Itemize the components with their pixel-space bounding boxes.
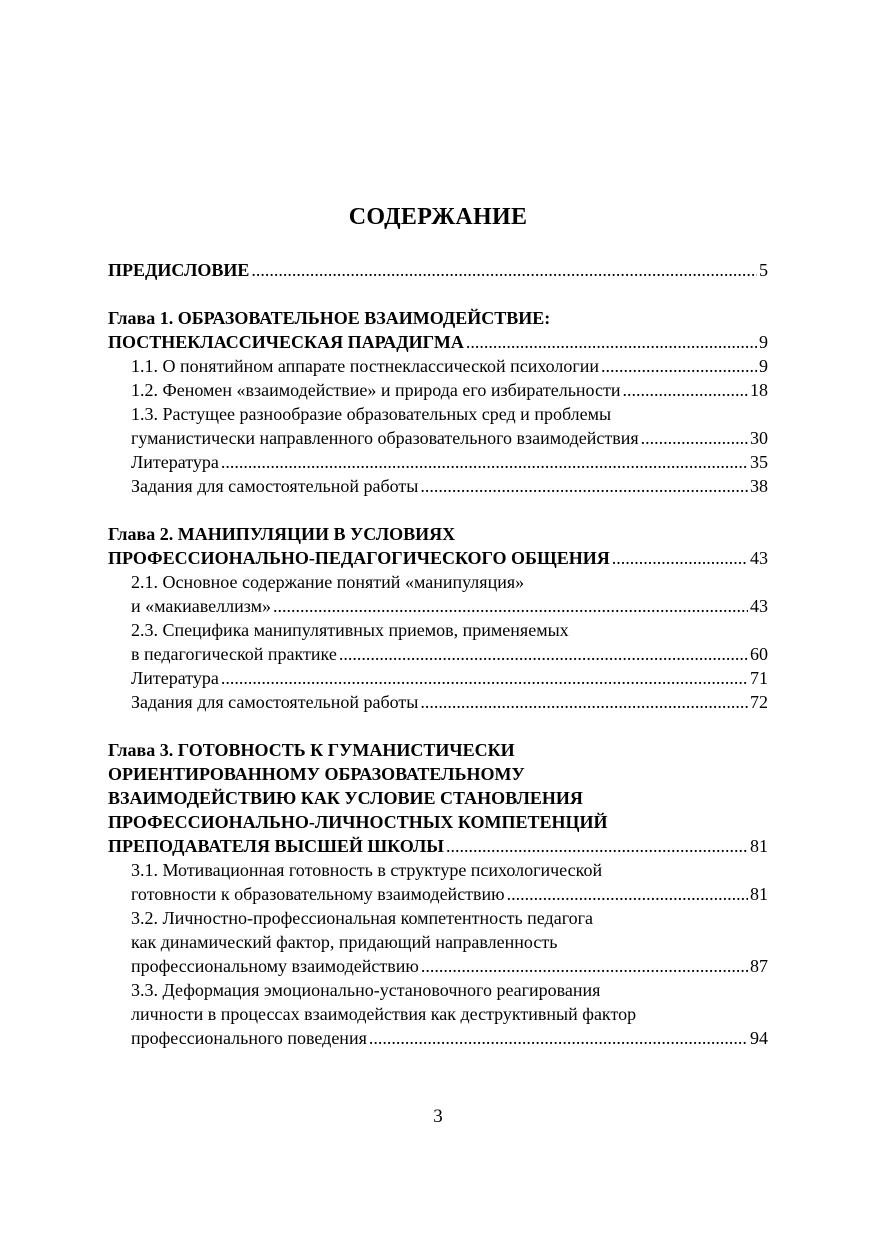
toc-page-number: 87 bbox=[750, 956, 768, 976]
toc-entry bbox=[108, 690, 768, 714]
leader-dots bbox=[623, 378, 749, 402]
toc-page-number: 9 bbox=[759, 332, 768, 352]
toc-page-number: 5 bbox=[759, 260, 768, 280]
toc-entry-continued bbox=[108, 930, 768, 954]
toc-entry bbox=[108, 474, 768, 498]
toc-entry-title: 2.3. Специфика манипулятивных приемов, применяемых bbox=[131, 620, 569, 640]
leader-dots bbox=[420, 690, 748, 714]
toc-chapter-3 bbox=[108, 738, 768, 1050]
toc-entry-title: и «макиавеллизм» bbox=[131, 596, 271, 616]
toc-entry bbox=[108, 906, 768, 930]
chapter-heading-line: Глава 1. ОБРАЗОВАТЕЛЬНОЕ ВЗАИМОДЕЙСТВИЕ: bbox=[108, 308, 551, 328]
leader-dots bbox=[369, 1026, 748, 1050]
chapter-heading-line: ОРИЕНТИРОВАННОМУ ОБРАЗОВАТЕЛЬНОМУ bbox=[108, 764, 525, 784]
leader-dots bbox=[273, 594, 748, 618]
toc-entry-continued bbox=[108, 882, 768, 906]
toc-entry-continued bbox=[108, 1026, 768, 1050]
toc-entry bbox=[108, 666, 768, 690]
leader-dots bbox=[421, 954, 748, 978]
toc-entry-title: в педагогической практике bbox=[131, 644, 337, 664]
toc-page-number: 18 bbox=[750, 380, 768, 400]
toc-entry bbox=[108, 450, 768, 474]
toc-entry bbox=[108, 618, 768, 642]
toc-entry-continued bbox=[108, 954, 768, 978]
toc-entry-title: 1.2. Феномен «взаимодействие» и природа его избирательности bbox=[131, 380, 621, 400]
chapter-heading-line: ПРОФЕССИОНАЛЬНО-ЛИЧНОСТНЫХ КОМПЕТЕНЦИЙ bbox=[108, 812, 608, 832]
toc-entry bbox=[108, 378, 768, 402]
chapter-heading-line: Глава 2. МАНИПУЛЯЦИИ В УСЛОВИЯХ bbox=[108, 524, 456, 544]
toc-page-number: 9 bbox=[759, 356, 768, 376]
toc-entry-continued bbox=[108, 426, 768, 450]
toc-entry-title: готовности к образовательному взаимодействию bbox=[131, 884, 505, 904]
chapter-heading-line: ВЗАИМОДЕЙСТВИЮ КАК УСЛОВИЕ СТАНОВЛЕНИЯ bbox=[108, 788, 583, 808]
toc-entry-title: Литература bbox=[131, 668, 219, 688]
page-title: СОДЕРЖАНИЕ bbox=[348, 204, 528, 230]
toc-entry-title: 2.1. Основное содержание понятий «манипуляция» bbox=[131, 572, 525, 592]
leader-dots bbox=[466, 330, 757, 354]
leader-dots bbox=[339, 642, 748, 666]
toc-entry-title: 1.3. Растущее разнообразие образовательных сред и проблемы bbox=[131, 404, 612, 424]
leader-dots bbox=[507, 882, 748, 906]
toc-page-number: 94 bbox=[750, 1028, 768, 1048]
leader-dots bbox=[221, 450, 748, 474]
toc-entry-title: Задания для самостоятельной работы bbox=[131, 692, 419, 712]
toc-preface bbox=[108, 258, 768, 282]
leader-dots bbox=[420, 474, 748, 498]
table-of-contents bbox=[108, 258, 768, 1050]
leader-dots bbox=[601, 354, 757, 378]
toc-page-number: 43 bbox=[750, 548, 768, 568]
toc-entry-title: ПРЕДИСЛОВИЕ bbox=[108, 260, 250, 280]
toc-entry-title: гуманистически направленного образовательного взаимодействия bbox=[131, 428, 639, 448]
toc-entry bbox=[108, 354, 768, 378]
toc-entry bbox=[108, 570, 768, 594]
toc-entry-title: как динамический фактор, придающий направленность bbox=[131, 932, 558, 952]
toc-page-number: 81 bbox=[750, 836, 768, 856]
toc-entry-continued bbox=[108, 594, 768, 618]
toc-entry-title: 3.1. Мотивационная готовность в структуре психологической bbox=[131, 860, 603, 880]
page-number: 3 bbox=[433, 1106, 443, 1127]
toc-entry-title: Задания для самостоятельной работы bbox=[131, 476, 419, 496]
chapter-heading-line: Глава 3. ГОТОВНОСТЬ К ГУМАНИСТИЧЕСКИ bbox=[108, 740, 515, 760]
toc-page-number: 38 bbox=[750, 476, 768, 496]
toc-chapter-2 bbox=[108, 522, 768, 714]
chapter-heading-line: ПРОФЕССИОНАЛЬНО-ПЕДАГОГИЧЕСКОГО ОБЩЕНИЯ bbox=[108, 548, 610, 568]
toc-page-number: 60 bbox=[750, 644, 768, 664]
toc-page-number: 43 bbox=[750, 596, 768, 616]
toc-entry-title: 3.2. Личностно-профессиональная компетентность педагога bbox=[131, 908, 594, 928]
leader-dots bbox=[612, 546, 748, 570]
toc-entry-title: 3.3. Деформация эмоционально-установочного реагирования bbox=[131, 980, 601, 1000]
toc-entry-title: 1.1. О понятийном аппарате постнеклассической психологии bbox=[131, 356, 600, 376]
toc-page-number: 35 bbox=[750, 452, 768, 472]
chapter-heading-line: ПРЕПОДАВАТЕЛЯ ВЫСШЕЙ ШКОЛЫ bbox=[108, 836, 444, 856]
toc-chapter-1 bbox=[108, 306, 768, 498]
leader-dots bbox=[641, 426, 748, 450]
toc-entry-title: Литература bbox=[131, 452, 219, 472]
toc-entry bbox=[108, 978, 768, 1002]
chapter-heading-line: ПОСТНЕКЛАССИЧЕСКАЯ ПАРАДИГМА bbox=[108, 332, 464, 352]
toc-entry-title: личности в процессах взаимодействия как деструктивный фактор bbox=[131, 1004, 637, 1024]
toc-entry-continued bbox=[108, 1002, 768, 1026]
leader-dots bbox=[251, 258, 757, 282]
toc-entry bbox=[108, 858, 768, 882]
toc-entry-title: профессиональному взаимодействию bbox=[131, 956, 419, 976]
toc-entry-title: профессионального поведения bbox=[131, 1028, 367, 1048]
leader-dots bbox=[221, 666, 748, 690]
toc-entry bbox=[108, 402, 768, 426]
leader-dots bbox=[446, 834, 748, 858]
toc-page-number: 72 bbox=[750, 692, 768, 712]
toc-page-number: 71 bbox=[750, 668, 768, 688]
toc-entry-continued bbox=[108, 642, 768, 666]
toc-page-number: 81 bbox=[750, 884, 768, 904]
toc-page-number: 30 bbox=[750, 428, 768, 448]
